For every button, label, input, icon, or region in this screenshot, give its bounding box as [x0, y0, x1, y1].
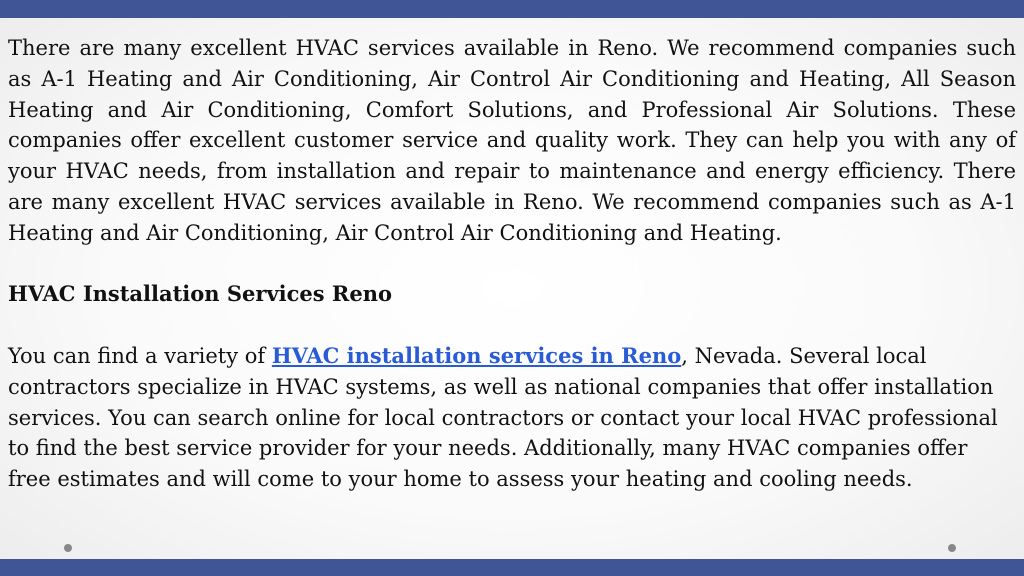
- decorative-dot-right: [948, 544, 956, 552]
- decorative-dot-left: [64, 544, 72, 552]
- slide-content: [8, 33, 1016, 495]
- spacer: [8, 249, 1016, 280]
- hvac-installation-link[interactable]: HVAC installation services in Reno: [271, 342, 682, 368]
- body-paragraph: [8, 341, 1016, 495]
- body-paragraph-prefix: You can find a variety of: [8, 343, 272, 368]
- bottom-accent-bar: [0, 559, 1024, 576]
- body-paragraph-suffix: , Nevada. Several local contractors specialize in HVAC systems, as well as national companies that offer installation services. You can search online for local contractors or contact your local HVAC professional to find the best service provider for your needs. Additionally, many HVAC companies offer free estimates and will come to your home to assess your heating and cooling needs.: [8, 343, 998, 492]
- top-accent-bar: [0, 0, 1024, 18]
- section-heading: HVAC Installation Services Reno: [8, 281, 393, 307]
- intro-paragraph: There are many excellent HVAC services available in Reno. We recommend companies such as A-1 Heating and Air Conditioning, Air Control Air Conditioning and Heating, All Season Heating and Air Conditioning, Comfort Solutions, and Professional Air Solutions. These companies offer excellent customer service and quality work. They can help you with any of your HVAC needs, from installation and repair to maintenance and energy efficiency. There are many excellent HVAC services available in Reno. We recommend companies such as A-1 Heating and Air Conditioning, Air Control Air Conditioning and Heating.: [8, 36, 1016, 245]
- spacer: [8, 310, 1016, 341]
